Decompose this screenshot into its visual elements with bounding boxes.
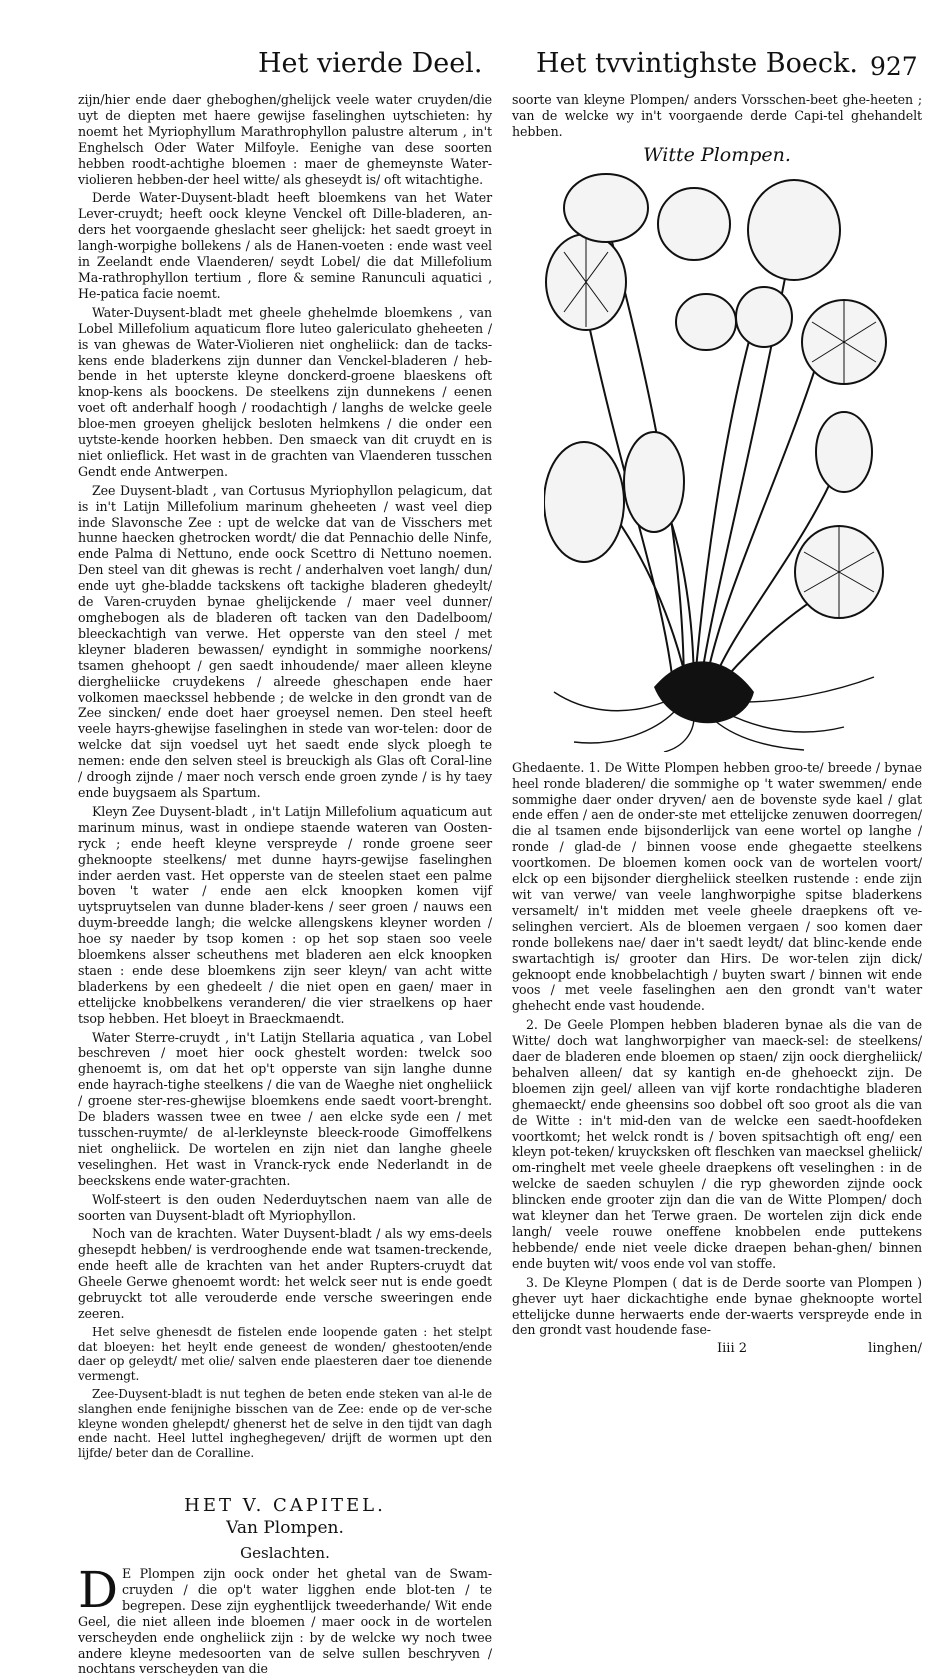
paragraph: Zee Duysent-bladt , van Cortusus Myriophyllon pelagicum, dat is in't Latijn Millefolium marinum gheheeten / wast veel diep inde Slavonsche Zee : upt de welcke dat van de Visschers met hunne haecken ghetrocken wordt/ die dat Pennachio delle Ninfe, ende Palma di Nettuno, ende oock Scettro di Nettuno noemen. Den steel van dit ghewas is recht / anderhalven voet langh/ dun/ ende uyt ghe-bladde tackskens oft tackighe bladeren ghedeylt/ de Varen-cruyden bynae ghelijckende / maer veel dunner/ omghebogen als de bladeren oft tacken van den Dadelboom/ bleeckachtigh van verwe. Het opperste van den steel / met kleyner bladeren bewassen/ eyndight in sommighe noorkens/ tsamen ghehoopt / gen saedt inhoudende/ maer alleen kleyne diergheliicke cruydekens / alreede gheschapen ende haer volkomen maeckssel hebbende ; de welcke in den grondt van de Zee sincken/ ende doet haer groeysel nemen. Den steel heeft veele hayrs-ghewijse faselinghen in stede van wor-telen: door de welcke dat sijn voedsel uyt het saedt ende slyck ploegh te nemen: ende den selven steel is breuckigh als Glas oft Coral-line / droogh zijnde / maer noch versch ende groen zynde / is hy taey ende buygsaem als Spartum. <box>78 482 492 800</box>
section-title: Geslachten. <box>240 1544 330 1563</box>
paragraph: Het selve ghenesdt de fistelen ende loopende gaten : het stelpt dat bloeyen: het heylt ende geneest de wonden/ ghestooten/ende daer op geleydt/ met olie/ salven ende plaesteren daer toe dienende vermengt. <box>78 1324 492 1384</box>
drop-cap: D <box>78 1561 118 1620</box>
header-part-title: Het vierde Deel. <box>258 48 483 79</box>
paragraph: Noch van de krachten. Water Duysent-bladt / als wy ems-deels ghesepdt hebben/ is verdrooghende ende wat tsamen-treckende, ende heeft alle de krachten van het ander Rupters-cruydt dat Gheele Gerwe ghenoemt wordt: het welck seer nut is ende goedt gebruyckt tot alle verouderde ende versche sweeringen ende zeeren. <box>78 1226 492 1321</box>
header-book-title: Het tvvintighste Boeck. <box>536 48 858 79</box>
water-lily-illustration <box>544 172 890 752</box>
paragraph: zijn/hier ende daer gheboghen/ghelijck veele water cruyden/die uyt de diepten met haere gewijse faselinghen uytschieten: hy noemt het Myriophyllum Marathrophyllon palustre alterum , in't Enghelsch Oder Water Milfoyle. Eenighe van dese soorten hebben roodt-achtighe bloemen : maer de ghemeynste Water-violieren hebben-der heel witte/ als gheseydt is/ oft witachtighe. <box>78 92 492 187</box>
right-column <box>512 92 922 1359</box>
chapter-opening-paragraph <box>78 1561 492 1677</box>
page-number: 927 <box>870 52 918 81</box>
paragraph: soorte van kleyne Plompen/ anders Vorsschen-beet ghe-heeten ; van de welcke wy in't voorgaende derde Capi-tel ghehandelt hebben. <box>512 92 922 139</box>
running-header <box>0 48 950 88</box>
chapter-heading: HET V. CAPITEL. <box>184 1495 386 1517</box>
chapter-subtitle: Van Plompen. <box>226 1518 344 1539</box>
paragraph: Water-Duysent-bladt met gheele ghehelmde bloemkens , van Lobel Millefolium aquaticum flore luteo galericulato gheheeten / is van ghewas de Water-Violieren niet ongheliick: dan de tacks-kens ende bladerkens zijn dunner dan Venckel-bladeren / heb-bende in het upterste kleyne donckerd-groene blaeskens oft knop-kens als boockens. De steelkens zijn dunnekens / eenen voet oft anderhalf hoogh / roodachtigh / langhs de welcke geele bloe-men groeyen ghelijck besloten helmkens / die onder een uytste-kende hoorken hebben. Den smaeck van dit cruydt en is niet onlieflick. Het wast in de grachten van Vlaenderen tusschen Gendt ende Antwerpen. <box>78 304 492 479</box>
signature-mark: Iiii 2 <box>717 1341 748 1357</box>
paragraph: 3. De Kleyne Plompen ( dat is de Derde soorte van Plompen ) ghever uyt haer dickachtighe ende bynae gheknoopte wortel ettelijcke dunne herwaerts ende der-waerts verspreyde ende in den grondt vast houdende fase- <box>512 1274 922 1338</box>
paragraph: Kleyn Zee Duysent-bladt , in't Latijn Millefolium aquaticum aut marinum minus, wast in ondiepe staende wateren van Oosten-ryck ; ende heeft kleyne verspreyde / ronde groene seer gheknoopte steelkens/ met dunne hayrs-gewijse faselinghen inder aerden vast. Het opperste van de steelen staet een palme boven 't water / ende aen elck knoopken komen vijf uytspruytselen van dunne blader-kens / seer groen / nauws een duym-breedde langh; die welcke allengskens kleyner worden / hoe sy naeder by tsop komen : op het sop staen soo veele bloemkens alsser scheuthens met bladeren aen elck knoopken staen : ende dese bloemkens zijn seer kleyn/ van acht witte bladerkens by een ghedeelt / die niet open en gaen/ maer in ettelijcke knobbelkens veranderen/ die vier straelkens op haer tsop hebben. Het bloeyt in Braeckmaendt. <box>78 803 492 1026</box>
paragraph: 2. De Geele Plompen hebben bladeren bynae als die van de Witte/ doch wat langhworpigher van maeck-sel: de steelkens/ daer de bladeren ende bloemen op staen/ zijn oock diergheliick/ behalven alleen/ dat sy kantigh en-de ghehoeckt zijn. De bloemen zijn geel/ alleen van vijf korte rondachtighe bladeren ghemaeckt/ ende gheensins soo dobbel oft soo groot als die van de Witte : in't mid-den van de welcke een saedt-hoofdeken voortkomt; het welck rondt is / boven spitsachtigh oft eng/ een kleyn pot-teken/ kruycksken oft fleschken van maecksel gheliick/ om-ringhelt met veele gheele draepkens oft veselinghen : in de welcke de saeden schuylen / die ryp gheworden zijnde oock blincken ende grooter zijn dan die van de Witte Plompen/ doch wat kleyner dan het Terwe graen. De wortelen zijn dick ende langh/ veele rouwe oneffene knobbelen ende puttekens hebbende/ ende niet veele dicke draepen behan-ghen/ binnen ende buyten wit/ voos ende vol van stoffe. <box>512 1017 922 1271</box>
page-footer <box>512 1341 922 1359</box>
left-column <box>78 92 492 1680</box>
paragraph: Ghedaente. 1. De Witte Plompen hebben groo-te/ breede / bynae heel ronde bladeren/ die sommighe op 't water swemmen/ ende sommighe daer onder dryven/ aen de bovenste syde kael / glat ende effen / aen de onder-ste met ettelijcke zenuwen doorregen/ die al tsamen ende bijsonderlijck van eene wortel op langhe / ronde / glad-de / binnen voose ende ghegaette steelkens voortkomen. De bloemen komen oock van de wortelen voort/ elck op een bijsonder diergheliick steelken rustende : ende zijn wit van verwe/ van veele langhworpighe spitse bladerkens versamelt/ in't midden met veele gheele draepkens oft ve-selinghen verciert. Als de bloemen vergaen / soo komen daer ronde bollekens nae/ daer in't saedt leydt/ dat blinc-kende ende swartachtigh is/ grooter dan Hirs. De wor-telen zijn dick/ geknoopt ende knobbelachtigh / buyten swart / binnen wit ende voos / met veele faselinghen aen den grondt van't water ghehecht ende vast houdende. <box>512 759 922 1014</box>
figure-caption: Witte Plompen. <box>643 143 791 166</box>
catchword: linghen/ <box>868 1341 922 1357</box>
water-lily-woodcut <box>544 172 890 752</box>
chapter-opening-text: E Plompen zijn oock onder het ghetal van de Swam-cruyden / die op't water ligghen ende blot-ten / te begrepen. Dese zijn eyghentlijck tweederhande/ Wit ende Geel, die niet alleen inde bloemen / maer oock in de wortelen verscheyden ende ongheliick zijn : by de welcke wy noch twee andere kleyne medesoorten van de selve sullen beschryven / nochtans verscheyden van die <box>78 1566 492 1677</box>
paragraph: Derde Water-Duysent-bladt heeft bloemkens van het Water Lever-cruydt; heeft oock kleyne Venckel oft Dille-bladeren, an-ders het voorgaende gheslacht seer ghelijck: het saedt groeyt in langh-worpighe bollekens / als de Hanen-voeten : ende wast veel in Zeelandt ende Vlaenderen/ seydt Lobel/ die dat Millefolium Ma-rathrophyllon tertium , flore & semine Ranunculi aquatici , He-patica facie noemt. <box>78 190 492 301</box>
paragraph: Zee-Duysent-bladt is nut teghen de beten ende steken van al-le de slanghen ende fenijnighe bisschen van de Zee: ende op de ver-sche kleyne wonden ghelepdt/ ghenerst het de selve in den tijdt van dagh ende nacht. Heel luttel ingheghegeven/ drijft de wormen upt den lijfde/ beter dan de Coralline. <box>78 1387 492 1461</box>
paragraph: Water Sterre-cruydt , in't Latijn Stellaria aquatica , van Lobel beschreven / moet hier oock ghestelt worden: twelck soo ghenoemt is, om dat het op't opperste van sijn langhe dunne ende hayrach-tighe steelkens / die van de Waeghe niet ongheliick / groene ster-res-ghewijse bloemkens ende saedt voort-brenght. De bladers wassen twee en twee / aen elcke syde een / met tusschen-ruymte/ de al-lerkleynste bleeck-roode Gimoffelkens niet ongheliick. De wortelen en zijn niet dan langhe gheele veselinghen. Het wast in Vranck-ryck ende Nederlandt in de beeckskens ende water-grachten. <box>78 1029 492 1188</box>
paragraph: Wolf-steert is den ouden Nederduytschen naem van alle de soorten van Duysent-bladt oft Myriophyllon. <box>78 1191 492 1223</box>
